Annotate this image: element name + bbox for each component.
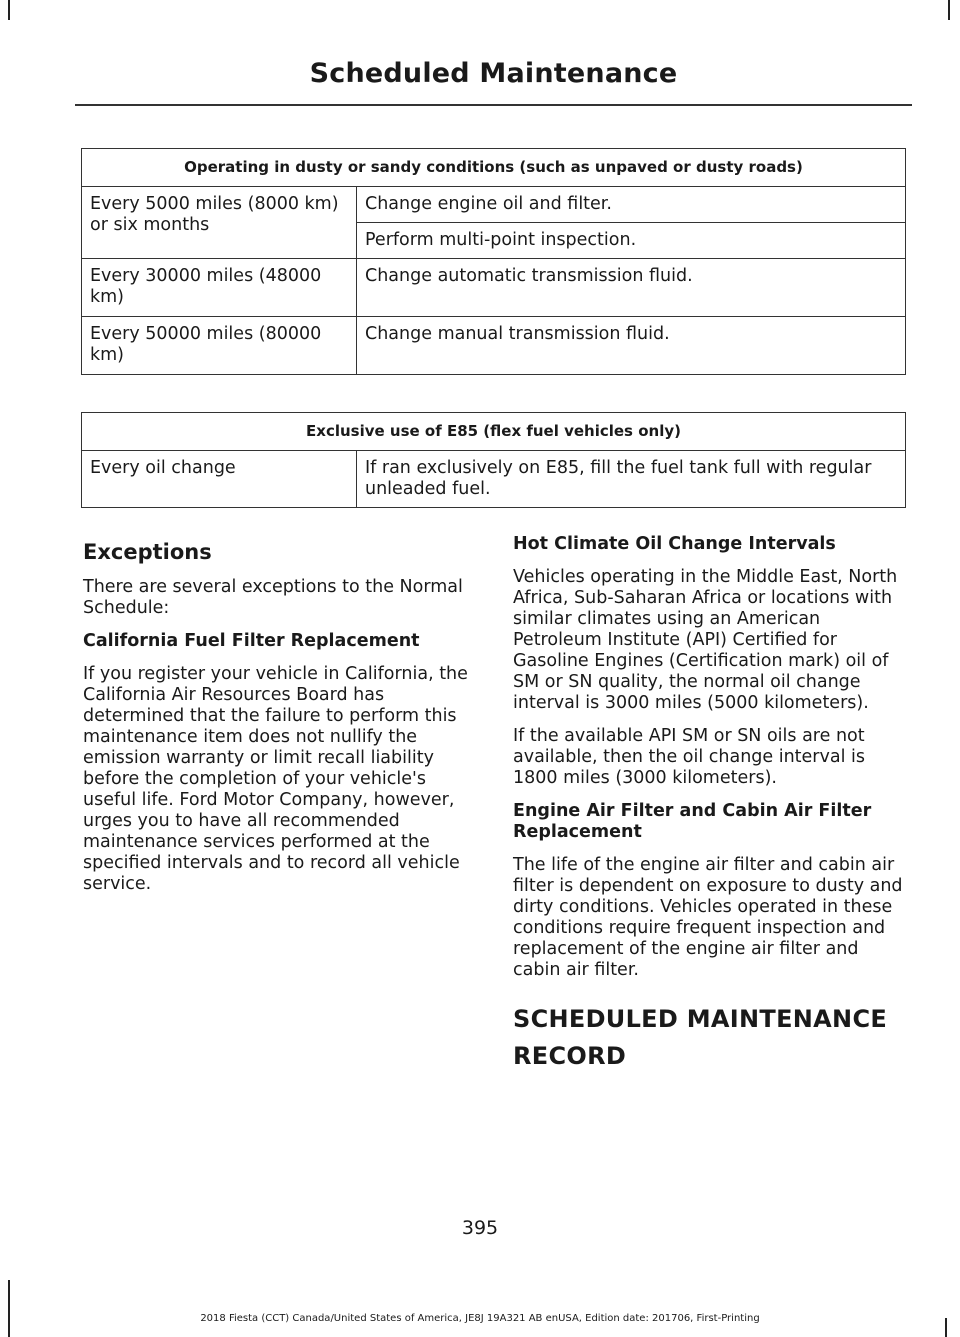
hot-climate-body-alt: If the available API SM or SN oils are not available, then the oil change interval is 1800 miles (3000 kilometers). (513, 726, 865, 788)
crop-mark-top-right (948, 0, 950, 20)
table-row (82, 259, 906, 317)
california-heading: California Fuel Filter Replacement (83, 631, 420, 651)
interval-cell: Every 30000 miles (48000 km) (82, 259, 357, 317)
table-heading: Operating in dusty or sandy conditions (such as unpaved or dusty roads) (82, 149, 906, 187)
task-cell: Change manual transmission fluid. (357, 317, 906, 375)
hot-climate-heading: Hot Climate Oil Change Intervals (513, 534, 836, 554)
header-rule (75, 104, 912, 106)
dusty-conditions-table (81, 148, 906, 375)
task-cell: Change automatic transmission fluid. (357, 259, 906, 317)
page-title: Scheduled Maintenance (309, 58, 678, 89)
interval-cell: Every 5000 miles (8000 km) or six months (82, 187, 357, 259)
california-body: If you register your vehicle in California, the California Air Resources Board has determined that the failure to perform this maintenance item does not nullify the emission warranty or limit recall liability before the completion of your vehicle's useful life. Ford Motor Company, however, urges you to have all recommended maintenance services performed at the specified intervals and to record all vehicle service. (83, 664, 468, 894)
task-cell: Perform multi-point inspection. (357, 223, 906, 259)
task-cell: Change engine oil and filter. (357, 187, 906, 223)
record-heading (513, 1005, 908, 1071)
air-filter-heading: Engine Air Filter and Cabin Air Filter Replacement (513, 801, 872, 842)
e85-table (81, 412, 906, 508)
table-heading: Exclusive use of E85 (flex fuel vehicles only) (82, 413, 906, 451)
page-number: 395 (461, 1217, 499, 1239)
task-cell: If ran exclusively on E85, fill the fuel tank full with regular unleaded fuel. (357, 451, 906, 508)
left-column (83, 542, 478, 907)
exceptions-heading: Exceptions (83, 540, 212, 564)
hot-climate-body: Vehicles operating in the Middle East, North Africa, Sub-Saharan Africa or locations with similar climates using an American Petroleum Institute (API) Certified for Gasoline Engines (Certification mark) oil of SM or SN quality, the normal oil change interval is 3000 miles (5000 kilometers). (513, 567, 898, 713)
exceptions-intro: There are several exceptions to the Normal Schedule: (83, 577, 463, 618)
record-heading-line2: RECORD (513, 1042, 627, 1070)
table-row (82, 187, 906, 223)
table-row (82, 317, 906, 375)
interval-cell: Every oil change (82, 451, 357, 508)
crop-mark-bottom-left (8, 1280, 10, 1337)
interval-cell: Every 50000 miles (80000 km) (82, 317, 357, 375)
table-row (82, 451, 906, 508)
right-column (513, 534, 908, 1071)
record-heading-line1: SCHEDULED MAINTENANCE (513, 1005, 888, 1033)
air-filter-body: The life of the engine air filter and cabin air filter is dependent on exposure to dusty and dirty conditions. Vehicles operated in these conditions require frequent inspection and replacement of the engine air filter and cabin air filter. (513, 855, 903, 980)
footer-text: 2018 Fiesta (CCT) Canada/United States of America, JE8J 19A321 AB enUSA, Edition date: 201706, First-Printing (200, 1313, 760, 1324)
crop-mark-top-left (8, 0, 10, 20)
